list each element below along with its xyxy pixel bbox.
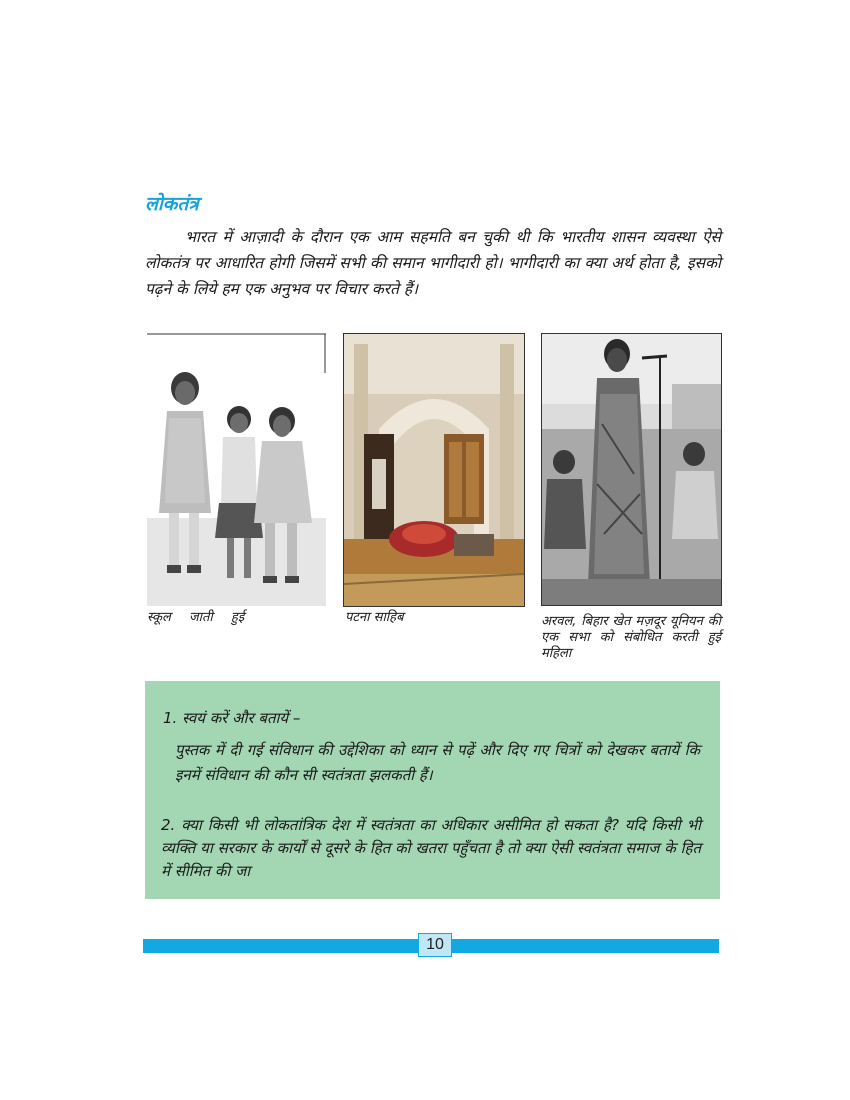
section-heading: लोकतंत्र	[145, 193, 199, 215]
photo-caption-patna: पटना साहिब	[345, 610, 404, 625]
photo-union-meeting	[541, 333, 722, 606]
photo-caption-school: स्कूल जाती हुई	[147, 610, 245, 625]
photo-caption-union: अरवल, बिहार खेत मज़दूर यूनियन की एक सभा को संबोधित करती हुई महिला	[541, 614, 721, 661]
page-number: 10	[418, 933, 452, 957]
photo-school-girls	[147, 333, 326, 606]
activity-q1-title: 1. स्वयं करें और बतायें –	[163, 709, 301, 727]
activity-q2: 2. क्या किसी भी लोकतांत्रिक देश में स्वतंत्रता का अधिकार असीमित हो सकता है? यदि किसी भी व्यक्ति या सरकार के कार्यों से दूसरे के हित को खतरा पहुँचता है तो क्या ऐसी स्वतंत्रता समाज के हित में सीमित की जा	[161, 816, 701, 880]
activity-box	[145, 681, 720, 899]
photo-patna-sahib	[343, 333, 525, 607]
intro-paragraph: भारत में आज़ादी के दौरान एक आम सहमति बन चुकी थी कि भारतीय शासन व्यवस्था ऐसे लोकतंत्र पर आधारित होगी जिसमें सभी की समान भागीदारी हो। भागीदारी का क्या अर्थ होता है, इसको पढ़ने के लिये हम एक अनुभव पर विचार करते हैं।	[145, 228, 721, 298]
activity-q1-body: पुस्तक में दी गई संविधान की उद्देशिका को ध्यान से पढ़ें और दिए गए चित्रों को देखकर बतायें कि इनमें संविधान की कौन सी स्वतंत्रता झलकती हैं।	[175, 741, 700, 784]
